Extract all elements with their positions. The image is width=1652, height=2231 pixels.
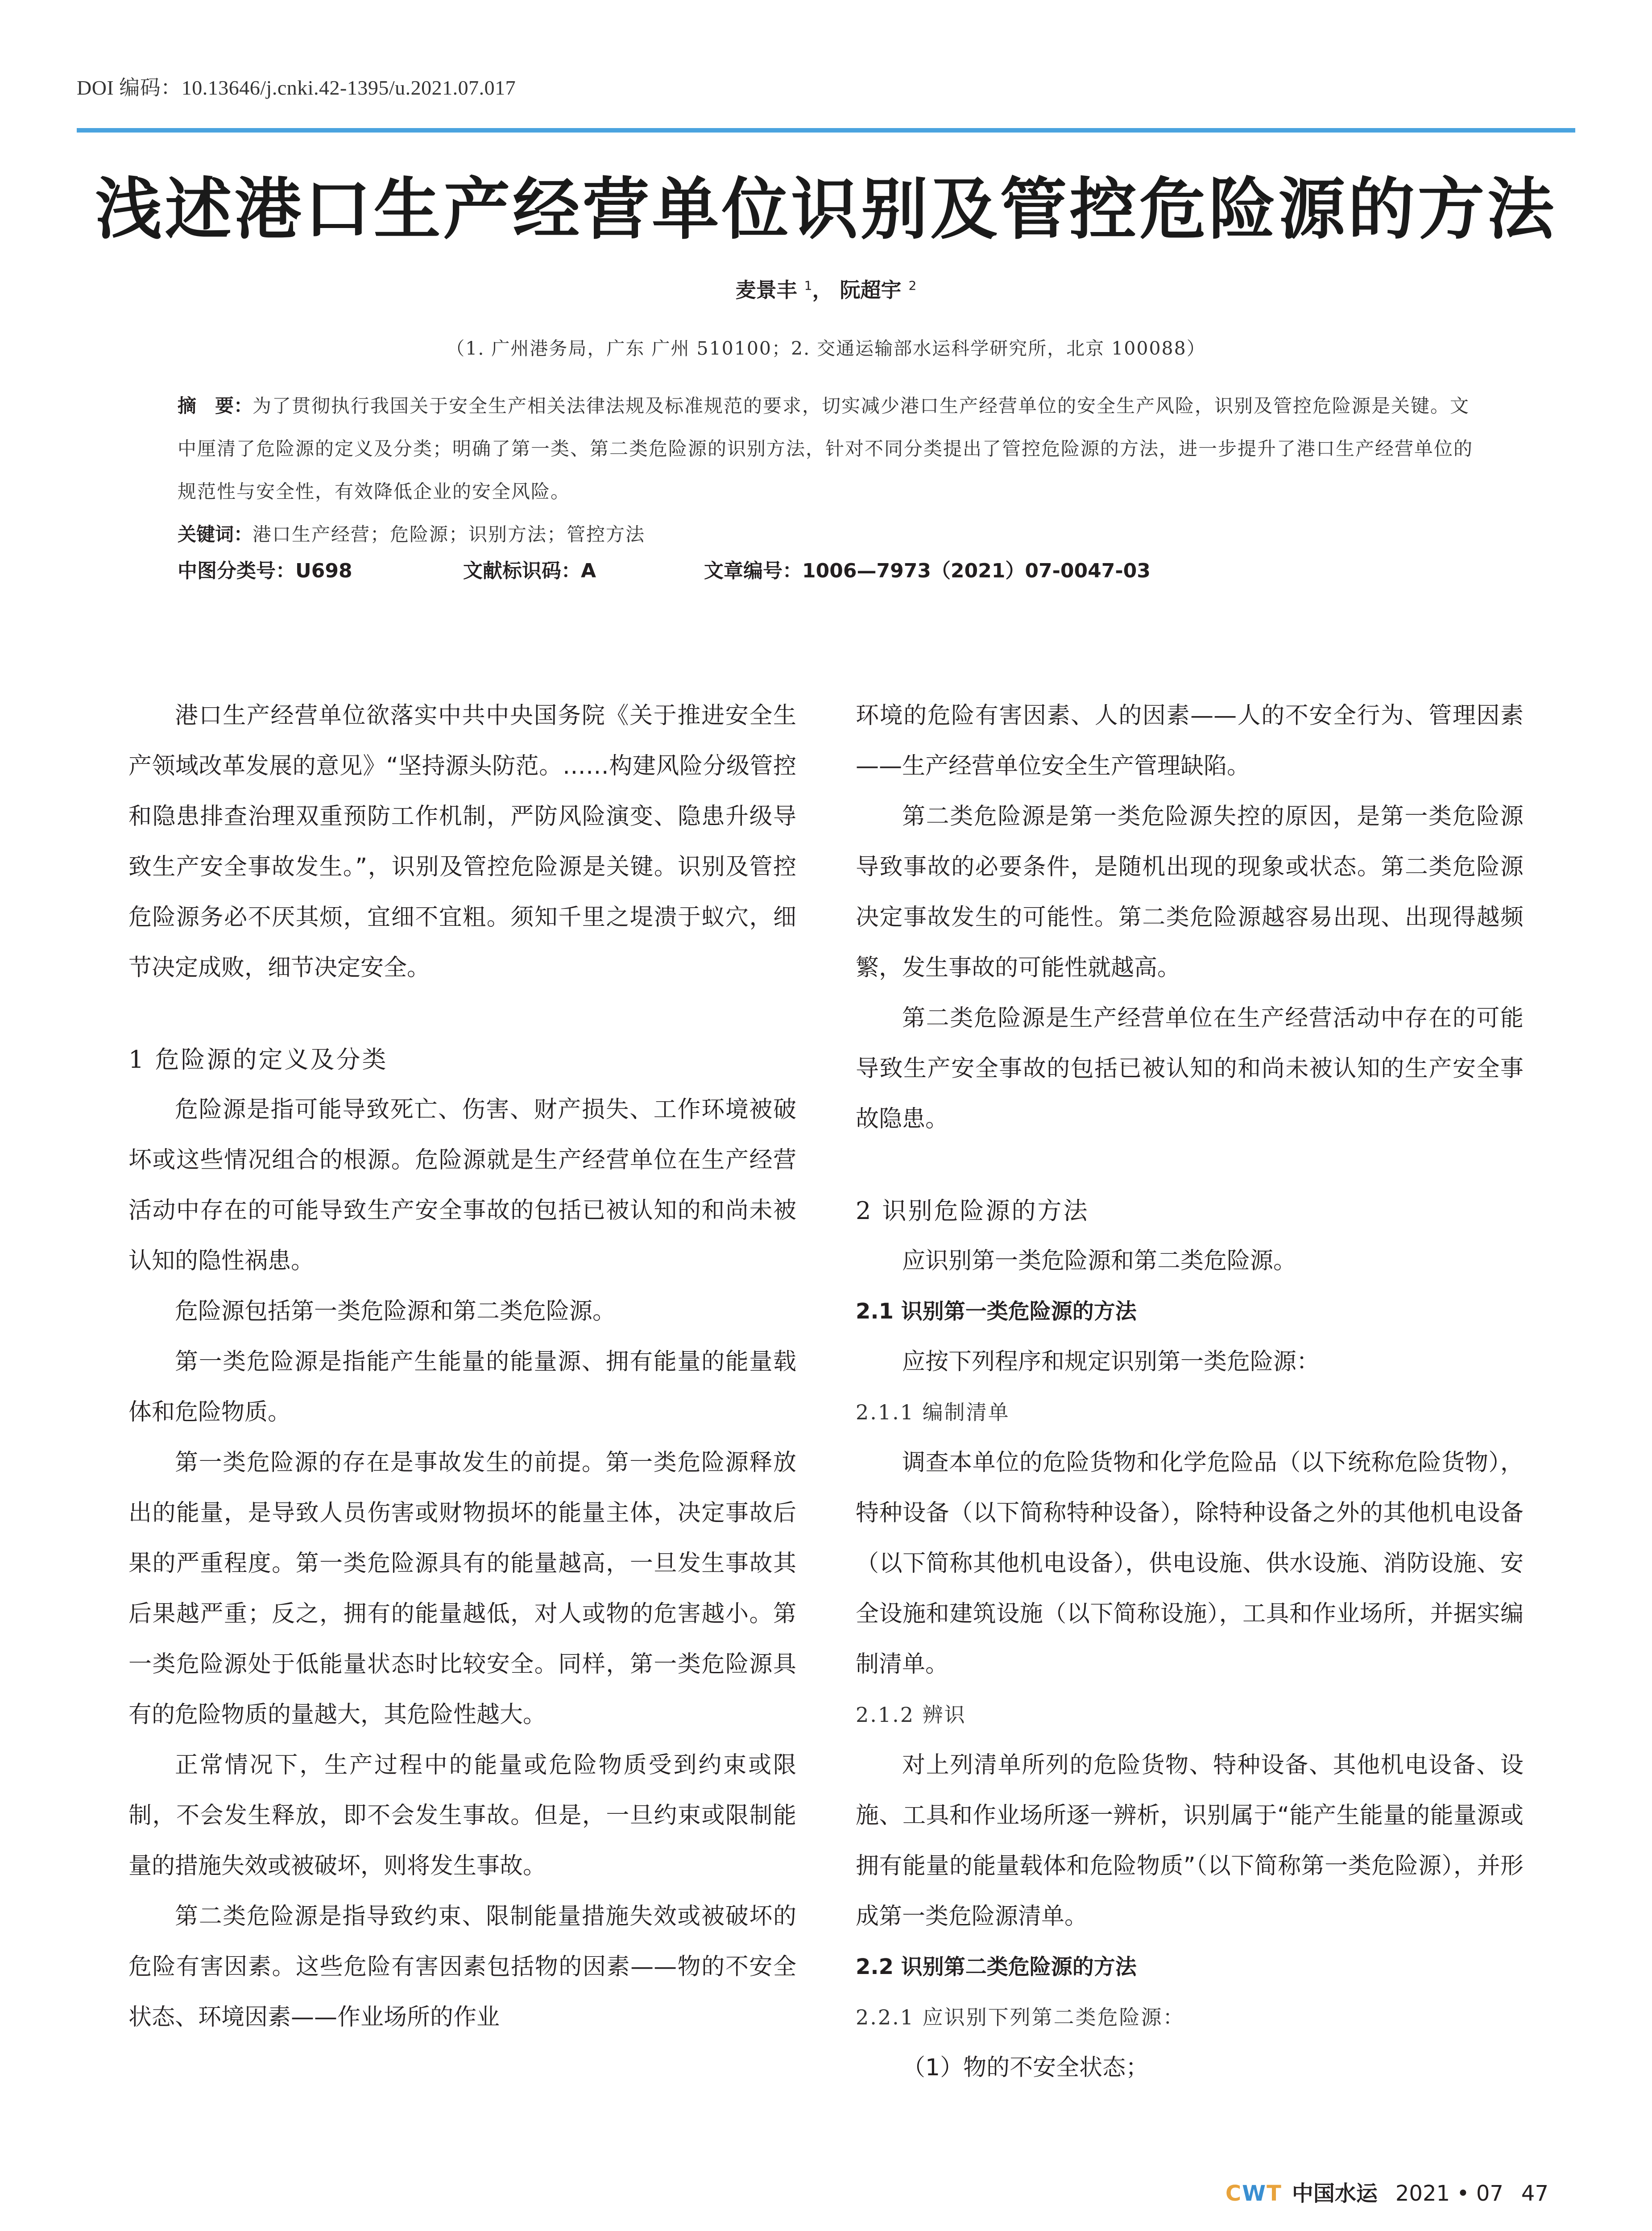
- author-name: 阮超宇: [840, 278, 902, 302]
- abstract-label: 摘 要：: [178, 395, 253, 417]
- paragraph: 第一类危险源是指能产生能量的能量源、拥有能量的能量载体和危险物质。: [128, 1348, 796, 1426]
- page-footer: [1226, 2176, 1548, 2207]
- paragraph: 港口生产经营单位欲落实中共中央国务院《关于推进安全生产领域改革发展的意见》“坚持源头防范。……构建风险分级管控和隐患排查治理双重预防工作机制，严防风险演变、隐患升级导致生产安全事故发生。”，识别及管控危险源是关键。识别及管控危险源务必不厌其烦，宜细不宜粗。须知千里之堤溃于蚁穴，细节决定成败，细节决定安全。: [128, 702, 796, 981]
- section-heading: 2 识别危险源的方法: [856, 1197, 1089, 1225]
- author-separator: ，: [812, 278, 833, 302]
- paragraph: 第二类危险源是生产经营单位在生产经营活动中存在的可能导致生产安全事故的包括已被认知的和尚未被认知的生产安全事故隐患。: [856, 1005, 1524, 1132]
- clc-number: 中图分类号：U698: [178, 560, 352, 582]
- abstract-text: 为了贯彻执行我国关于安全生产相关法律法规及标准规范的要求，切实减少港口生产经营单位的安全生产风险，识别及管控危险源是关键。文中厘清了危险源的定义及分类；明确了第一类、第二类危险源的识别方法，针对不同分类提出了管控危险源的方法，进一步提升了港口生产经营单位的规范性与安全性，有效降低企业的安全风险。: [178, 395, 1474, 502]
- abstract: [178, 385, 1486, 513]
- keywords-label: 关键词：: [178, 523, 253, 545]
- paragraph: 调查本单位的危险货物和化学危险品（以下统称危险货物），特种设备（以下简称特种设备），除特种设备之外的其他机电设备（以下简称其他机电设备），供电设施、供水设施、消防设施、安全设施和建筑设施（以下简称设施），工具和作业场所，并据实编制清单。: [856, 1449, 1524, 1678]
- subsubsection-heading: 2.1.1 编制清单: [856, 1400, 1010, 1424]
- paragraph: 危险源包括第一类危险源和第二类危险源。: [175, 1298, 616, 1325]
- affiliations: （1. 广州港务局，广东 广州 510100；2. 交通运输部水运科学研究所，北京 100088）: [446, 338, 1206, 359]
- keywords-text: 港口生产经营；危险源；识别方法；管控方法: [253, 523, 646, 545]
- paragraph: 第一类危险源的存在是事故发生的前提。第一类危险源释放出的能量，是导致人员伤害或财物损坏的能量主体，决定事故后果的严重程度。第一类危险源具有的能量越高，一旦发生事故其后果越严重；反之，拥有的能量越低，对人或物的危害越小。第一类危险源处于低能量状态时比较安全。同样，第一类危险源具有的危险物质的量越大，其危险性越大。: [128, 1449, 796, 1728]
- issue-number: 2021 • 07: [1395, 2181, 1503, 2206]
- subsection-heading: 2.1 识别第一类危险源的方法: [856, 1299, 1137, 1324]
- paragraph: 正常情况下，生产过程中的能量或危险物质受到约束或限制，不会发生释放，即不会发生事故。但是，一旦约束或限制能量的措施失效或被破坏，则将发生事故。: [128, 1752, 796, 1879]
- subsubsection-heading: 2.2.1 应识别下列第二类危险源：: [856, 2005, 1185, 2029]
- author-name: 麦景丰: [735, 278, 797, 302]
- page-number: 47: [1521, 2181, 1548, 2206]
- paragraph: 应按下列程序和规定识别第一类危险源：: [902, 1348, 1320, 1375]
- header-rule: [77, 128, 1575, 133]
- paragraph: 应识别第一类危险源和第二类危险源。: [902, 1248, 1297, 1274]
- author-affiliation-mark: 1: [804, 278, 812, 293]
- document-code: 文献标识码：A: [463, 560, 596, 582]
- article-number: 文章编号：1006—7973（2021）07-0047-03: [704, 560, 1151, 582]
- body-right-column: [856, 691, 1524, 2093]
- paragraph: 第二类危险源是指导致约束、限制能量措施失效或被破坏的危险有害因素。这些危险有害因素包括物的因素——物的不安全状态、环境因素——作业场所的作业: [128, 1903, 796, 2031]
- paragraph: 危险源是指可能导致死亡、伤害、财产损失、工作环境被破坏或这些情况组合的根源。危险源就是生产经营单位在生产经营活动中存在的可能导致生产安全事故的包括已被认知的和尚未被认知的隐性祸患。: [128, 1096, 796, 1274]
- paragraph: 对上列清单所列的危险货物、特种设备、其他机电设备、设施、工具和作业场所逐一辨析，识别属于“能产生能量的能量源或拥有能量的能量载体和危险物质”（以下简称第一类危险源），并形成第一类危险源清单。: [856, 1752, 1524, 1930]
- keywords: [178, 513, 1486, 556]
- classification-row: [178, 555, 1151, 583]
- author-list: [0, 274, 1652, 303]
- journal-name: 中国水运: [1292, 2181, 1378, 2206]
- cwt-logo: CWT: [1225, 2181, 1282, 2206]
- paragraph: 第二类危险源是第一类危险源失控的原因，是第一类危险源导致事故的必要条件，是随机出现的现象或状态。第二类危险源决定事故发生的可能性。第二类危险源越容易出现、出现得越频繁，发生事故的可能性就越高。: [856, 803, 1524, 981]
- list-item: （1）物的不安全状态；: [902, 2054, 1149, 2081]
- paragraph: 环境的危险有害因素、人的因素——人的不安全行为、管理因素——生产经营单位安全生产管理缺陷。: [856, 702, 1524, 780]
- section-heading: 1 危险源的定义及分类: [128, 1045, 388, 1074]
- doi-line: DOI 编码：10.13646/j.cnki.42-1395/u.2021.07.017: [77, 76, 516, 99]
- subsubsection-heading: 2.1.2 辨识: [856, 1703, 966, 1727]
- article-title: 浅述港口生产经营单位识别及管控危险源的方法: [95, 170, 1557, 249]
- subsection-heading: 2.2 识别第二类危险源的方法: [856, 1954, 1137, 1979]
- author-affiliation-mark: 2: [908, 278, 917, 293]
- body-left-column: [128, 691, 796, 2043]
